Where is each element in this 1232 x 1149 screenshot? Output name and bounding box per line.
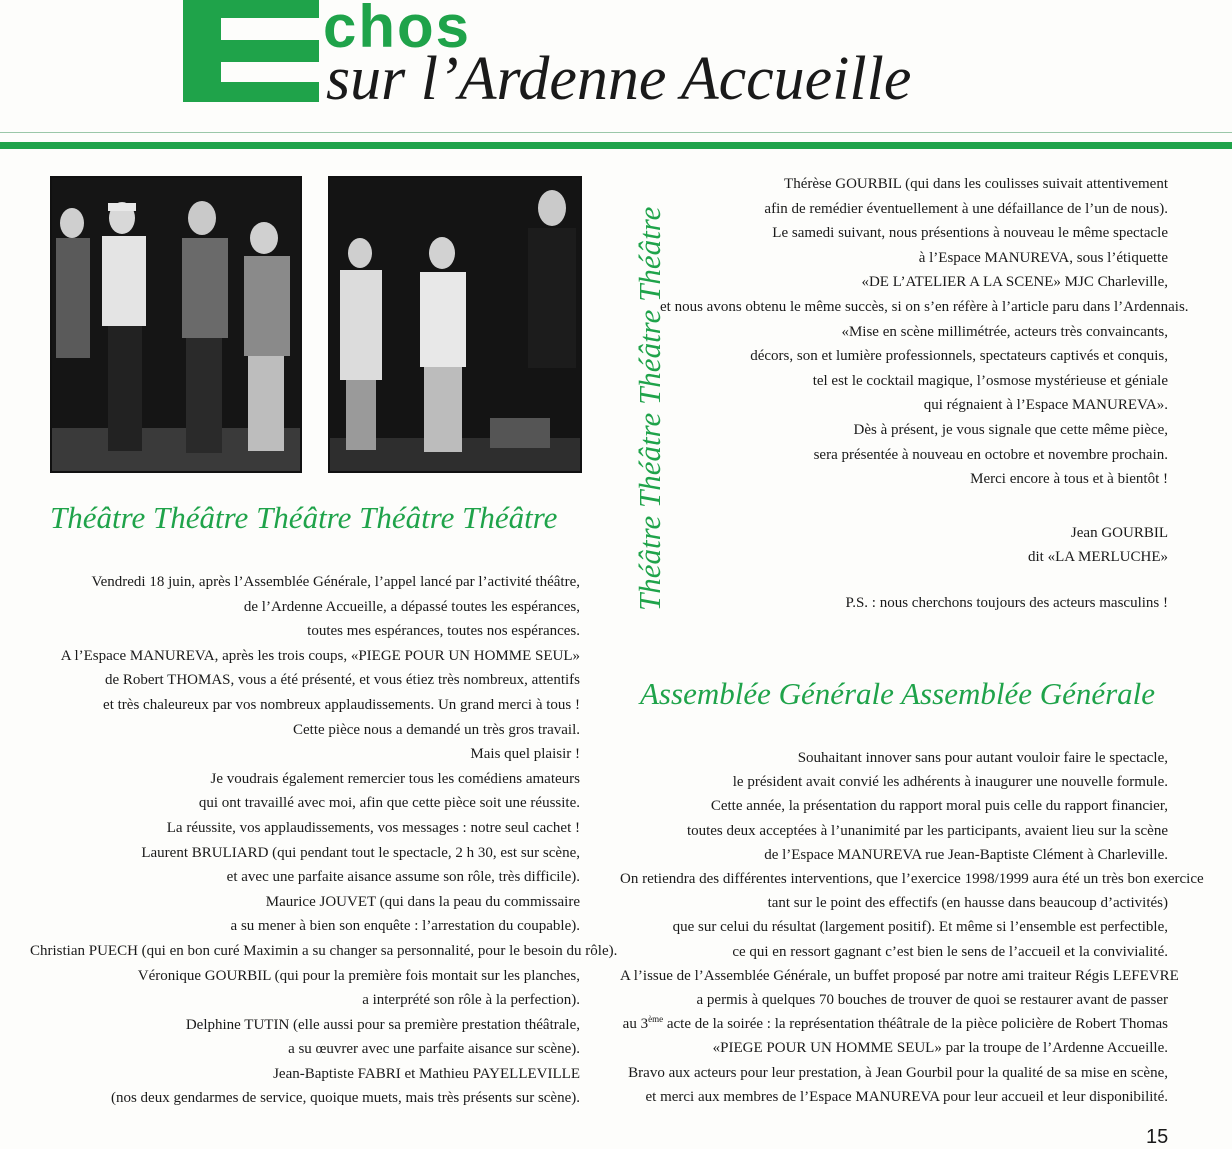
text-line: Jean-Baptiste FABRI et Mathieu PAYELLEVILLE xyxy=(273,1065,580,1082)
text-line: On retiendra des différentes interventions, que l’exercice 1998/1999 aura été un très bon exercice xyxy=(620,871,1204,888)
text-line: Mais quel plaisir ! xyxy=(470,746,580,763)
theatre-article-continued xyxy=(660,172,1189,492)
text-line: A l’Espace MANUREVA, après les trois coups, «PIEGE POUR UN HOMME SEUL» xyxy=(60,647,580,664)
text-line: La réussite, vos applaudissements, vos messages : notre seul cachet ! xyxy=(166,819,580,836)
text-line: Thérèse GOURBIL (qui dans les coulisses suivait attentivement xyxy=(784,176,1168,192)
header-green-rule xyxy=(0,142,1232,149)
text-line: Cette année, la présentation du rapport moral puis celle du rapport financier, xyxy=(710,798,1168,815)
text-line: que sur celui du résultat (largement positif). Et même si l’ensemble est perfectible, xyxy=(672,919,1168,936)
text-line: toutes mes espérances, toutes nos espérances. xyxy=(307,623,580,640)
page-number: 15 xyxy=(1146,1126,1169,1148)
text-line: qui régnaient à l’Espace MANUREVA». xyxy=(923,397,1168,414)
theatre-article-text xyxy=(30,570,618,1111)
text-line: tel est le cocktail magique, l’osmose mystérieuse et géniale xyxy=(812,372,1168,389)
text-line: Véronique GOURBIL (qui pour la première fois montait sur les planches, xyxy=(137,967,580,984)
signature-block xyxy=(900,521,1168,569)
text-line: Bravo aux acteurs pour leur prestation, à Jean Gourbil pour la qualité de sa mise en scène, xyxy=(628,1064,1168,1081)
signature-alias: dit «LA MERLUCHE» xyxy=(1027,549,1168,565)
text-line: a permis à quelques 70 bouches de trouver de quoi se restaurer avant de passer xyxy=(696,992,1168,1009)
text-line: et très chaleureux par vos nombreux applaudissements. Un grand merci à tous ! xyxy=(103,696,580,713)
text-line: et nous avons obtenu le même succès, si on s’en réfère à l’article paru dans l’Ardennais. xyxy=(660,298,1189,315)
text-line: Dès à présent, je vous signale que cette même pièce, xyxy=(853,421,1168,438)
photo-actors-left xyxy=(50,176,302,473)
text-line: et merci aux membres de l’Espace MANUREVA pour leur accueil et leur disponibilité. xyxy=(645,1088,1168,1105)
text-line: «Mise en scène millimétrée, acteurs très convaincants, xyxy=(841,323,1168,340)
text-line: qui ont travaillé avec moi, afin que cette pièce soit une réussite. xyxy=(198,795,580,812)
masthead-echos: chos xyxy=(323,0,472,60)
text-line: a interprété son rôle à la perfection). xyxy=(362,992,580,1009)
masthead-letter-e-logo xyxy=(183,0,319,102)
postscript: P.S. : nous cherchons toujours des acteurs masculins ! xyxy=(845,595,1168,611)
text-line: Je voudrais également remercier tous les comédiens amateurs xyxy=(210,770,580,787)
text-line: Merci encore à tous et à bientôt ! xyxy=(970,471,1168,488)
heading-theatre: Théâtre Théâtre Théâtre Théâtre Théâtre xyxy=(50,500,558,535)
text-line: Vendredi 18 juin, après l’Assemblée Générale, l’appel lancé par l’activité théâtre, xyxy=(91,574,580,590)
text-line: (nos deux gendarmes de service, quoique muets, mais très présents sur scène). xyxy=(110,1090,580,1107)
text-line: de l’Espace MANUREVA rue Jean-Baptiste Clément à Charleville. xyxy=(764,846,1168,863)
text-line: a su œuvrer avec une parfaite aisance sur scène). xyxy=(288,1041,580,1058)
text-line: Cette pièce nous a demandé un très gros travail. xyxy=(293,721,580,738)
text-line: Delphine TUTIN (elle aussi pour sa première prestation théâtrale, xyxy=(185,1016,580,1033)
text-line: Le samedi suivant, nous présentions à nouveau le même spectacle xyxy=(772,225,1168,242)
text-line: ce qui en ressort gagnant c’est bien le sens de l’accueil et la convivialité. xyxy=(732,943,1168,960)
text-line: au 3ème acte de la soirée : la représentation théâtrale de la pièce policière de Robert Thomas xyxy=(622,1014,1168,1033)
text-line: toutes deux acceptées à l’unanimité par les participants, avaient lieu sur la scène xyxy=(686,822,1168,839)
signature-name: Jean GOURBIL xyxy=(1070,525,1168,541)
text-line: et avec une parfaite aisance assume son rôle, très difficile). xyxy=(226,869,580,886)
text-line: Souhaitant innover sans pour autant vouloir faire le spectacle, xyxy=(797,750,1168,766)
text-line: de Robert THOMAS, vous a été présenté, et vous étiez très nombreux, attentifs xyxy=(104,672,580,689)
text-line: sera présentée à nouveau en octobre et novembre prochain. xyxy=(813,446,1168,463)
text-line: tant sur le point des effectifs (en hausse dans beaucoup d’activités) xyxy=(767,895,1168,912)
text-line: Christian PUECH (qui en bon curé Maximin a su changer sa personnalité, pour le besoin du rôle). xyxy=(30,942,618,959)
text-line: A l’issue de l’Assemblée Générale, un buffet proposé par notre ami traiteur Régis LEFEVRE xyxy=(620,967,1179,984)
text-line: a su mener à bien son enquête : l’arrestation du coupable). xyxy=(230,918,580,935)
text-line: «PIEGE POUR UN HOMME SEUL» par la troupe de l’Ardenne Accueille. xyxy=(712,1040,1168,1057)
text-line: Maurice JOUVET (qui dans la peau du commissaire xyxy=(265,893,580,910)
masthead-subtitle: sur l’Ardenne Accueille xyxy=(326,45,912,113)
text-line: à l’Espace MANUREVA, sous l’étiquette xyxy=(918,249,1168,266)
text-line: décors, son et lumière professionnels, spectateurs captivés et conquis, xyxy=(750,348,1168,365)
text-line: le président avait convié les adhérents à inaugurer une nouvelle formule. xyxy=(732,774,1168,791)
text-line: afin de remédier éventuellement à une défaillance de l’un de nous). xyxy=(764,200,1168,217)
text-line: «DE L’ATELIER A LA SCENE» MJC Charleville, xyxy=(861,274,1168,291)
header-thin-rule xyxy=(0,132,1232,133)
text-line: Laurent BRULIARD (qui pendant tout le spectacle, 2 h 30, est sur scène, xyxy=(141,844,580,861)
heading-theatre-vertical: Théâtre Théâtre Théâtre Théâtre xyxy=(632,206,667,611)
photo-actors-right xyxy=(328,176,582,473)
heading-assemblee-generale: Assemblée Générale Assemblée Générale xyxy=(640,676,1156,711)
assemblee-article-text xyxy=(620,746,1204,1109)
text-line: de l’Ardenne Accueille, a dépassé toutes les espérances, xyxy=(243,598,580,615)
